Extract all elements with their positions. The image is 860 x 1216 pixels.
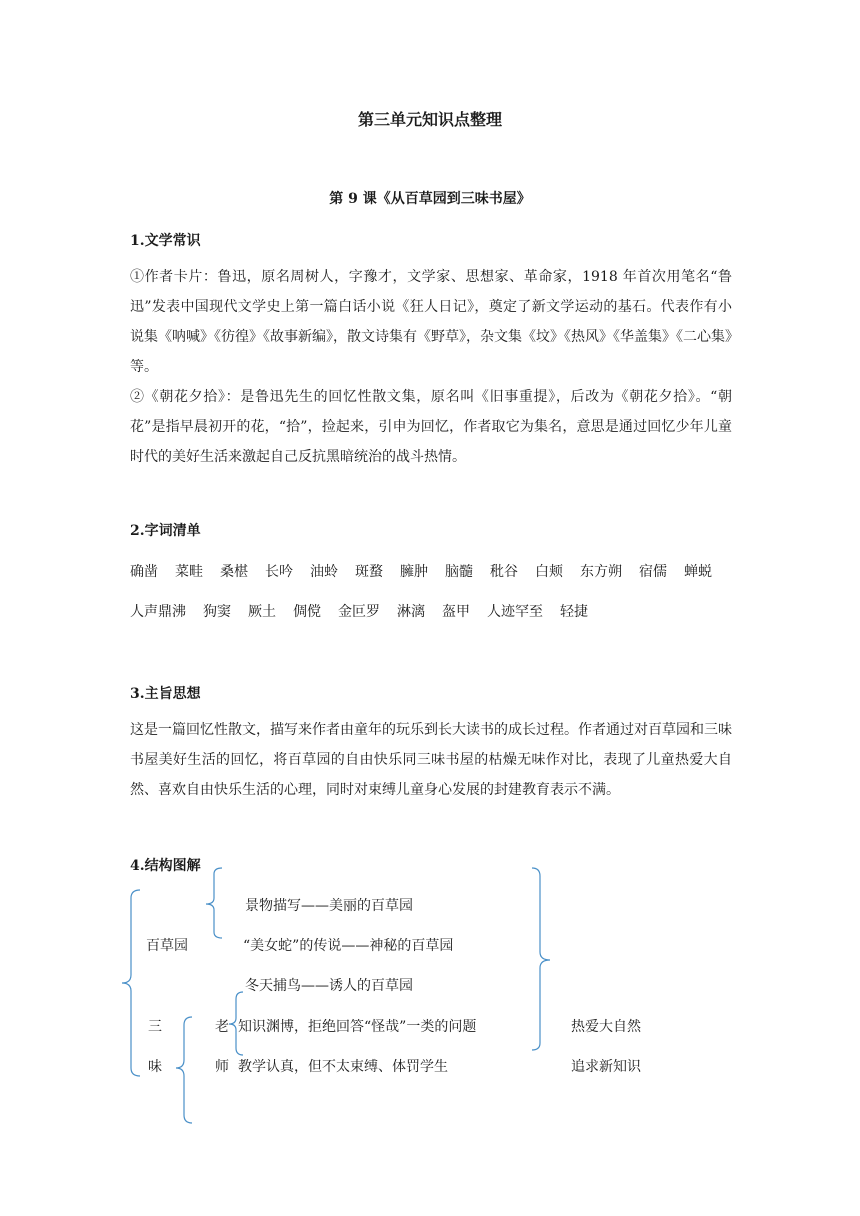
vocab-word: 宿儒 — [639, 564, 667, 580]
outer-left-bracket — [122, 890, 140, 1076]
zhaohua-paragraph: ②《朝花夕拾》：是鲁迅先生的回忆性散文集，原名叫《旧事重提》，后改为《朝花夕拾》。“朝花”是指早晨初开的花，“拾”，捡起来，引申为回忆，作者取它为集名，意思是通过回忆少年儿童时代的美好生活来激起自己反抗黑暗统治的战斗热情。 — [130, 389, 732, 465]
vocab-word: 秕谷 — [490, 564, 518, 580]
vocab-word: 桑椹 — [220, 564, 248, 580]
section-heading-literature: 1.文学常识 — [130, 233, 201, 249]
vocab-word: 白颊 — [535, 564, 563, 580]
garden-item-scenery: 景物描写——美丽的百草园 — [245, 898, 413, 914]
teacher-trait-knowledge: 知识渊博，拒绝回答“怪哉”一类的问题 — [238, 1019, 477, 1035]
vocab-word: 狗窦 — [203, 604, 231, 620]
page-title: 第三单元知识点整理 — [357, 110, 502, 129]
vocab-word: 轻捷 — [560, 604, 588, 620]
sanwei-bracket — [176, 1017, 192, 1123]
teacher-char-lao: 老 — [215, 1019, 229, 1035]
theme-paragraph: 这是一篇回忆性散文，描写来作者由童年的玩乐到长大读书的成长过程。作者通过对百草园和三味书屋美好生活的回忆，将百草园的自由快乐同三味书屋的枯燥无味作对比，表现了儿童热爱大自然、喜欢自由快乐生活的心理，同时对束缚儿童身心发展的封建教育表示不满。 — [130, 722, 732, 798]
vocab-word: 蝉蜕 — [684, 564, 712, 580]
teacher-char-shi: 师 — [215, 1059, 229, 1075]
garden-bracket — [206, 868, 222, 938]
sanwei-char-wei: 味 — [148, 1059, 162, 1075]
vocab-word: 淋漓 — [397, 604, 425, 620]
vocab-word: 长吟 — [265, 564, 293, 580]
section-heading-structure: 4.结构图解 — [130, 858, 201, 874]
vocab-word: 人声鼎沸 — [130, 604, 186, 620]
vocab-word: 人迹罕至 — [487, 604, 543, 620]
right-bracket — [532, 868, 550, 1050]
vocab-word: 倜傥 — [293, 604, 321, 620]
vocab-word: 菜畦 — [175, 564, 203, 580]
vocab-word: 斑蝥 — [355, 564, 383, 580]
vocab-word: 油蛉 — [310, 564, 338, 580]
conclusion-love-nature: 热爱大自然 — [571, 1019, 641, 1035]
garden-label: 百草园 — [146, 938, 188, 954]
garden-item-birds: 冬天捕鸟——诱人的百草园 — [245, 978, 413, 994]
teacher-trait-teaching: 教学认真，但不太束缚、体罚学生 — [238, 1059, 448, 1075]
garden-item-legend: “美女蛇”的传说——神秘的百草园 — [243, 938, 454, 954]
vocab-word: 金叵罗 — [338, 604, 380, 620]
sanwei-char-san: 三 — [148, 1019, 162, 1035]
vocab-word: 臃肿 — [400, 564, 428, 580]
section-heading-theme: 3.主旨思想 — [130, 686, 201, 702]
vocab-word: 确凿 — [130, 564, 158, 580]
vocab-word: 东方朔 — [580, 564, 622, 580]
author-card-paragraph: ①作者卡片：鲁迅，原名周树人，字豫才，文学家、思想家、革命家，1918 年首次用笔名“鲁迅”发表中国现代文学史上第一篇白话小说《狂人日记》，奠定了新文学运动的基石。代表作有小说集《呐喊》《彷徨》《故事新编》，散文诗集有《野草》，杂文集《坟》《热风》《华盖集》《二心集》等。 — [130, 269, 732, 375]
vocab-word: 盔甲 — [442, 604, 470, 620]
conclusion-seek-knowledge: 追求新知识 — [571, 1059, 641, 1075]
section-heading-vocab: 2.字词清单 — [130, 523, 201, 539]
vocab-word: 厥土 — [248, 604, 276, 620]
lesson-title: 第 9 课《从百草园到三味书屋》 — [329, 191, 531, 207]
vocab-word: 脑髓 — [445, 564, 473, 580]
